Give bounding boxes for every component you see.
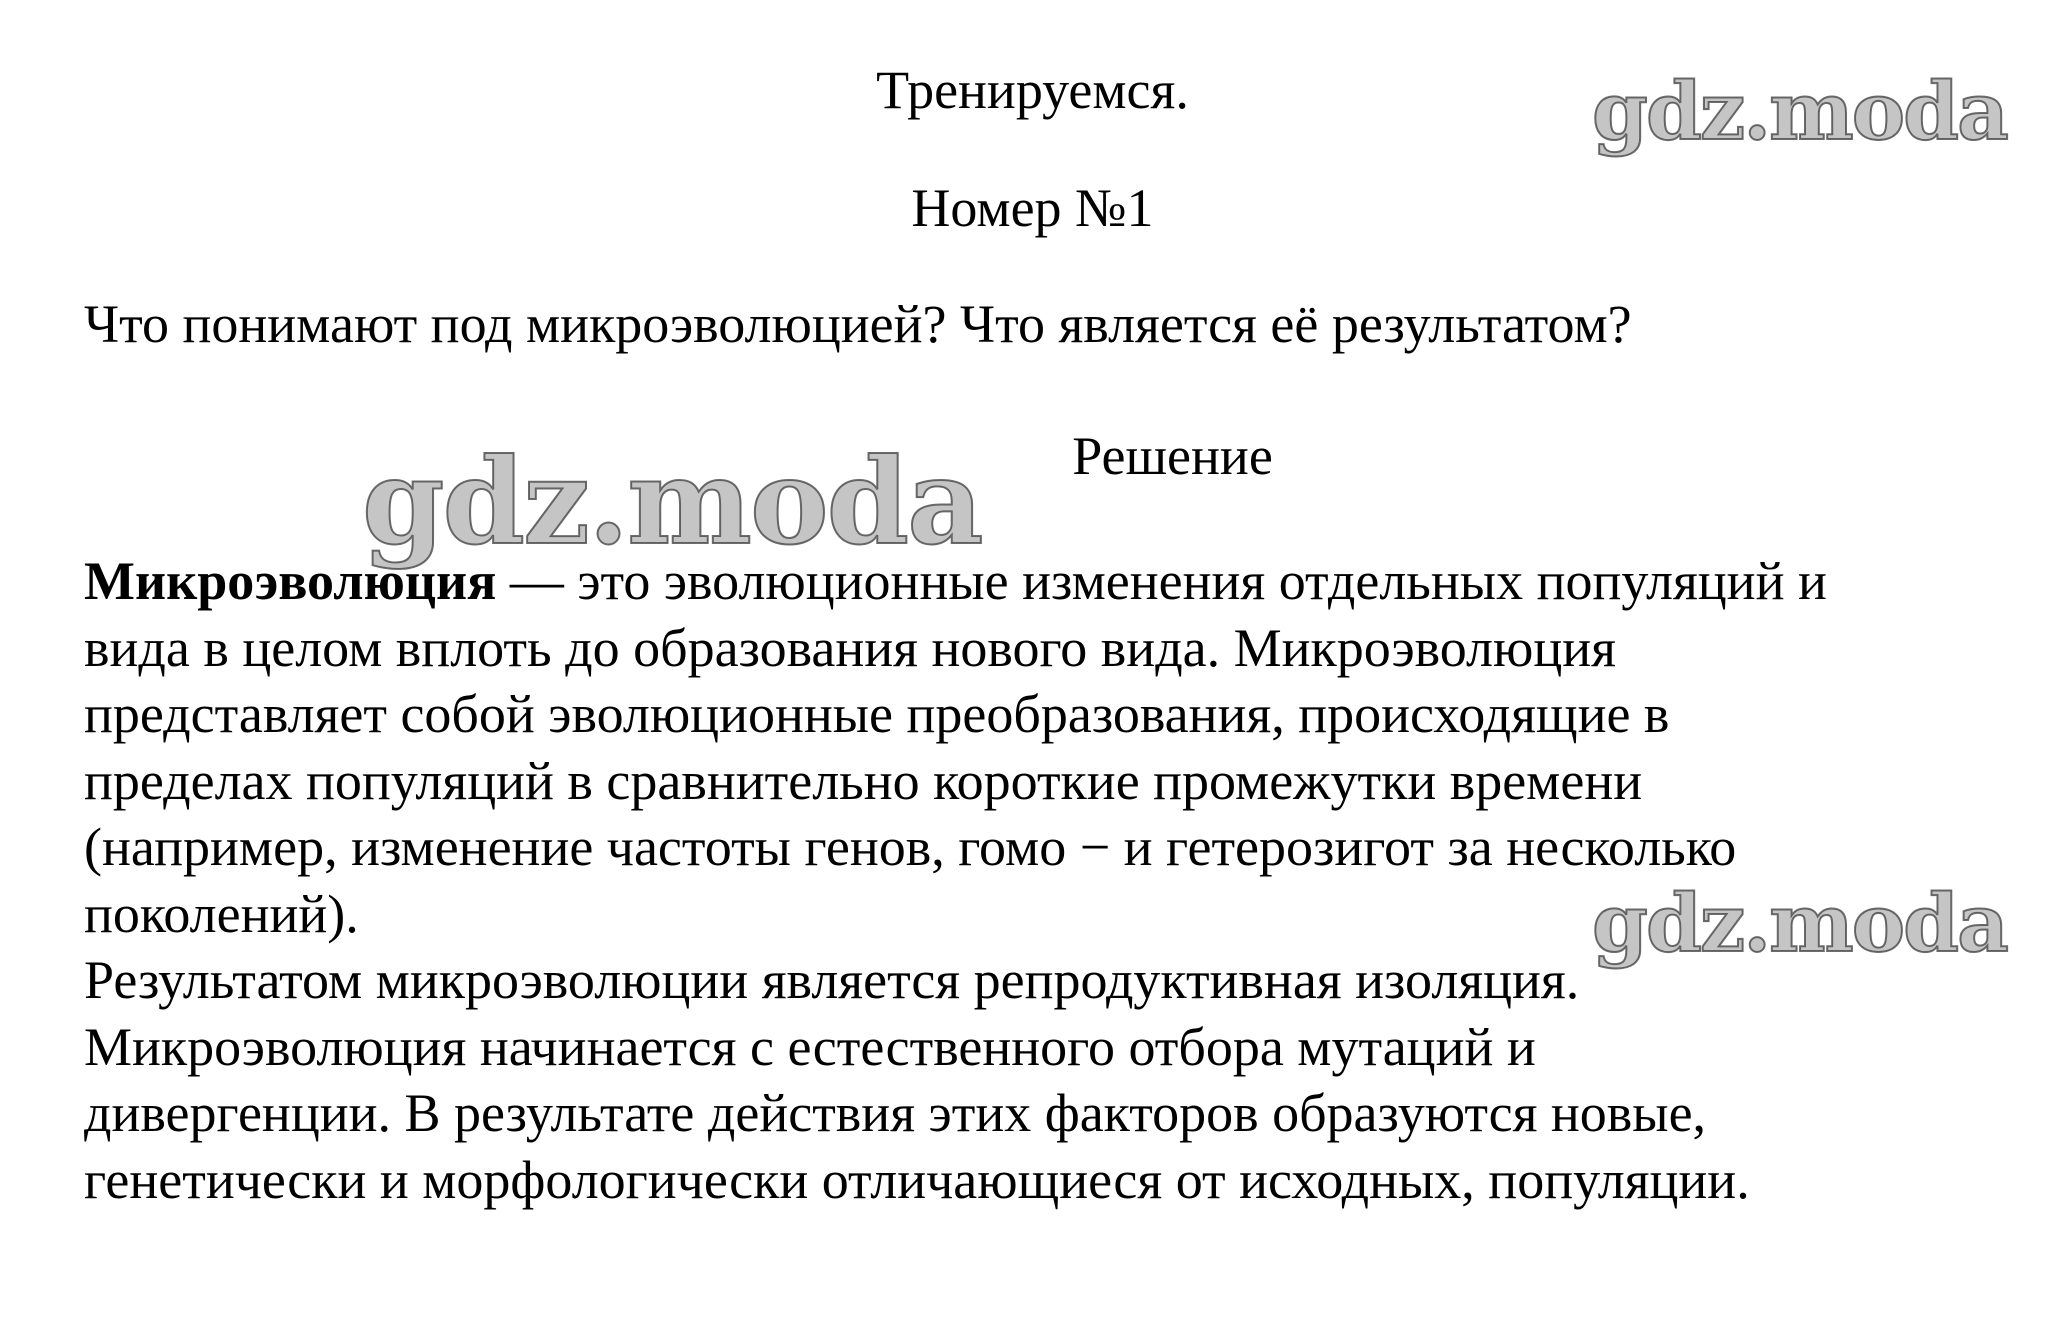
answer-line: пределах популяций в сравнительно короткие промежутки времени	[84, 750, 1643, 811]
watermark-logo: gdz.moda	[1592, 876, 2007, 970]
solution-heading: Решение	[1072, 426, 1273, 486]
answer-line: Микроэволюция начинается с естественного отбора мутаций и	[84, 1016, 1536, 1077]
answer-term: Микроэволюция	[84, 551, 497, 611]
answer-line: вида в целом вплоть до образования нового вида. Микроэволюция	[84, 617, 1616, 678]
page-title: Тренируемся.	[876, 60, 1189, 120]
answer-definition: — это эволюционные изменения отдельных популяций и	[496, 551, 1827, 611]
answer-line: дивергенции. В результате действия этих факторов образуются новые,	[84, 1083, 1707, 1143]
question-text: Что понимают под микроэволюцией? Что является её результатом?	[84, 294, 1632, 354]
answer-line: Результатом микроэволюции является репродуктивная изоляция.	[84, 950, 1580, 1010]
watermark-logo: gdz.moda	[362, 432, 982, 571]
answer-line: генетически и морфологически отличающиеся от исходных, популяции.	[84, 1149, 1750, 1210]
answer-line	[84, 548, 2044, 615]
answer-line: представляет собой эволюционные преобразования, происходящие в	[84, 684, 1670, 744]
exercise-number: Номер №1	[911, 178, 1154, 238]
watermark-logo: gdz.moda	[1592, 64, 2007, 158]
answer-text	[84, 548, 2044, 1213]
answer-line: поколений).	[84, 883, 359, 944]
answer-line: (например, изменение частоты генов, гомо − и гетерозигот за несколько	[84, 817, 1737, 877]
